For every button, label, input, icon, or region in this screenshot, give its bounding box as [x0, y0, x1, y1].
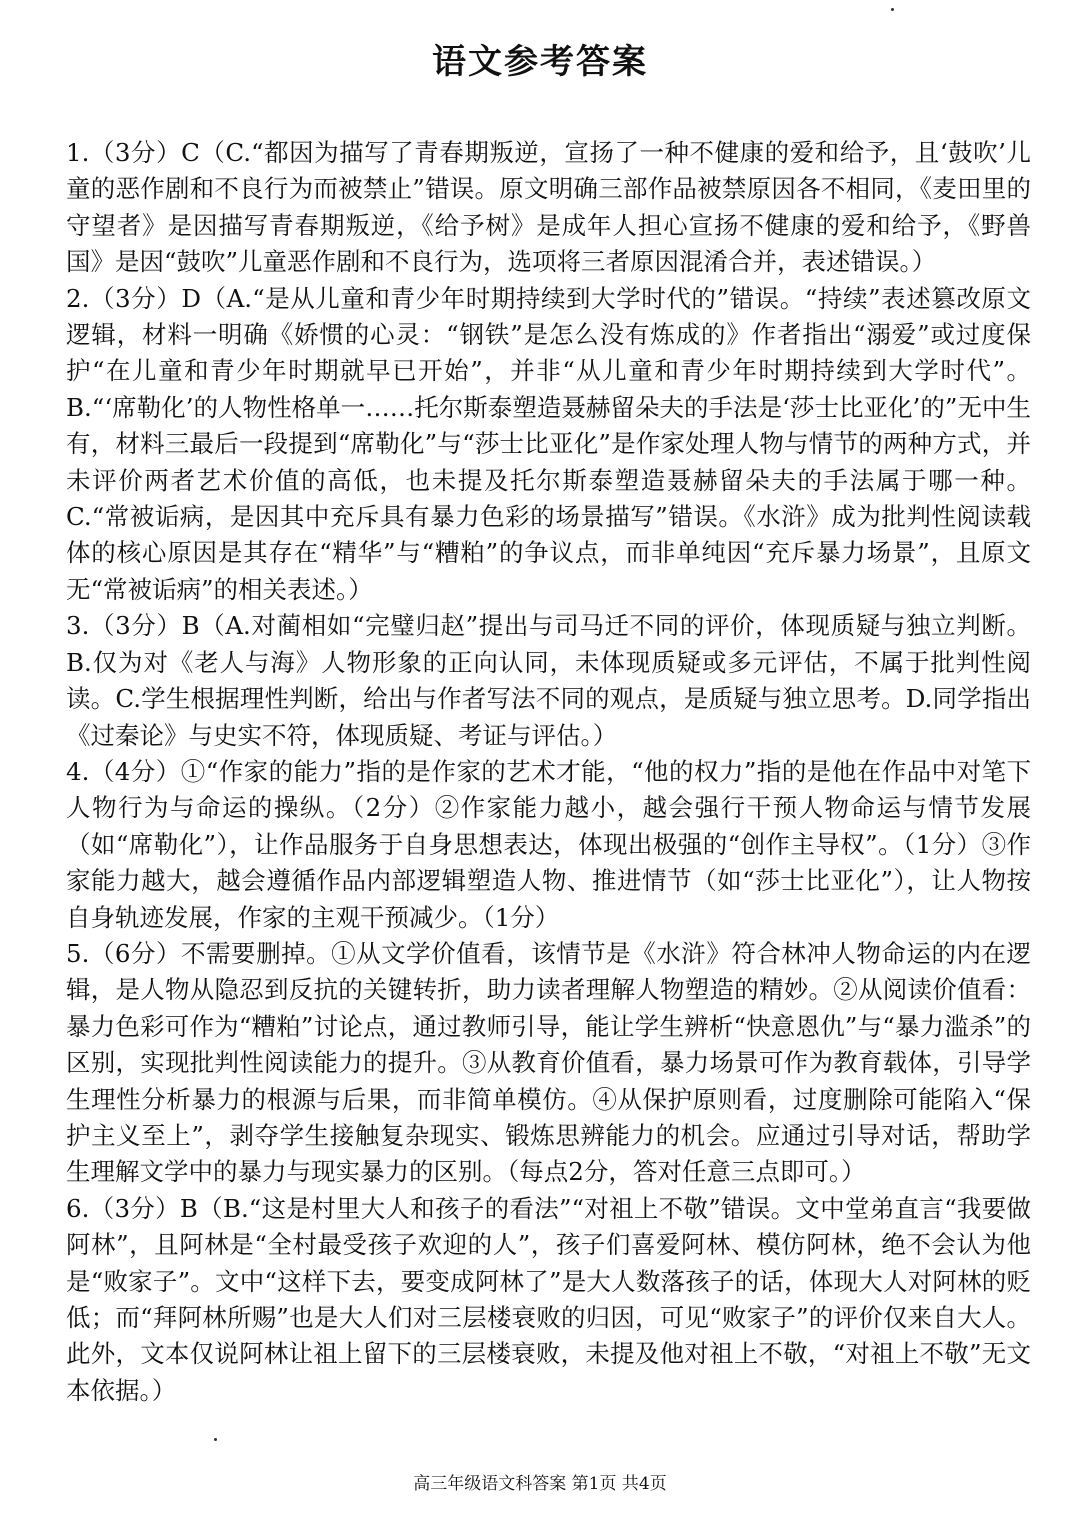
answer-2: 2.（3分）D（A.“是从儿童和青少年时期持续到大学时代的”错误。“持续”表述篡改原文逻辑，材料一明确《娇惯的心灵：“钢铁”是怎么没有炼成的》作者指出“溺爱”或过度保护“在儿童和青少年时期就早已开始”，并非“从儿童和青少年时期持续到大学时代”。B.“‘席勒化’的人物性格单一……托尔斯泰塑造聂赫留朵夫的手法是‘莎士比亚化’的”无中生有，材料三最后一段提到“席勒化”与“莎士比亚化”是作家处理人物与情节的两种方式，并未评价两者艺术价值的高低，也未提及托尔斯泰塑造聂赫留朵夫的手法属于哪一种。C.“常被诟病，是因其中充斥具有暴力色彩的场景描写”错误。《水浒》成为批判性阅读载体的核心原因是其存在“精华”与“糟粕”的争议点，而非单纯因“充斥暴力场景”，且原文无“常被诟病”的相关表述。） — [66, 283, 1031, 604]
answer-4: 4.（4分）①“作家的能力”指的是作家的艺术才能，“他的权力”指的是他在作品中对笔下人物行为与命运的操纵。（2分）②作家能力越小，越会强行干预人物命运与情节发展（如“席勒化”），让作品服务于自身思想表达，体现出极强的“创作主导权”。（1分）③作家能力越大，越会遵循作品内部逻辑塑造人物、推进情节（如“莎士比亚化”），让人物按自身轨迹发展，作家的主观干预减少。（1分） — [66, 756, 1031, 932]
answer-1: 1.（3分）C（C.“都因为描写了青春期叛逆，宣扬了一种不健康的爱和给予，且‘鼓吹’儿童的恶作剧和不良行为而被禁止”错误。原文明确三部作品被禁原因各不相同，《麦田里的守望者》是因描写青春期叛逆，《给予树》是成年人担心宣扬不健康的爱和给予，《野兽国》是因“鼓吹”儿童恶作剧和不良行为，选项将三者原因混淆合并，表述错误。） — [66, 138, 1031, 277]
scan-speck — [891, 8, 894, 11]
answer-6: 6.（3分）B（B.“这是村里大人和孩子的看法”“对祖上不敬”错误。文中堂弟直言“我要做阿林”，且阿林是“全村最受孩子欢迎的人”，孩子们喜爱阿林、模仿阿林，绝不会认为他是“败家子”。文中“这样下去，要变成阿林了”是大人数落孩子的话，体现大人对阿林的贬低；而“拜阿林所赐”也是大人们对三层楼衰败的归因，可见“败家子”的评价仅来自大人。此外，文本仅说阿林让祖上留下的三层楼衰败，未提及他对祖上不敬，“对祖上不敬”无文本依据。） — [66, 1193, 1031, 1405]
answer-5: 5.（6分）不需要删掉。①从文学价值看，该情节是《水浒》符合林冲人物命运的内在逻辑，是人物从隐忍到反抗的关键转折，助力读者理解人物塑造的精妙。②从阅读价值看：暴力色彩可作为“糟粕”讨论点，通过教师引导，能让学生辨析“快意恩仇”与“暴力滥杀”的区别，实现批判性阅读能力的提升。③从教育价值看，暴力场景可作为教育载体，引导学生理性分析暴力的根源与后果，而非简单模仿。④从保护原则看，过度删除可能陷入“保护主义至上”，剥夺学生接触复杂现实、锻炼思辨能力的机会。应通过引导对话，帮助学生理解文学中的暴力与现实暴力的区别。（每点2分，答对任意三点即可。） — [66, 938, 1031, 1187]
scan-speck — [214, 1438, 217, 1441]
page-title: 语文参考答案 — [432, 42, 648, 82]
answer-list — [66, 135, 1031, 1409]
answer-3: 3.（3分）B（A.对蔺相如“完璧归赵”提出与司马迁不同的评价，体现质疑与独立判断。B.仅为对《老人与海》人物形象的正向认同，未体现质疑或多元评估，不属于批判性阅读。C.学生根据理性判断，给出与作者写法不同的观点，是质疑与独立思考。D.同学指出《过秦论》与史实不符，体现质疑、考证与评估。） — [66, 611, 1031, 750]
page-footer: 高三年级语文科答案 第1页 共4页 — [413, 1474, 667, 1494]
